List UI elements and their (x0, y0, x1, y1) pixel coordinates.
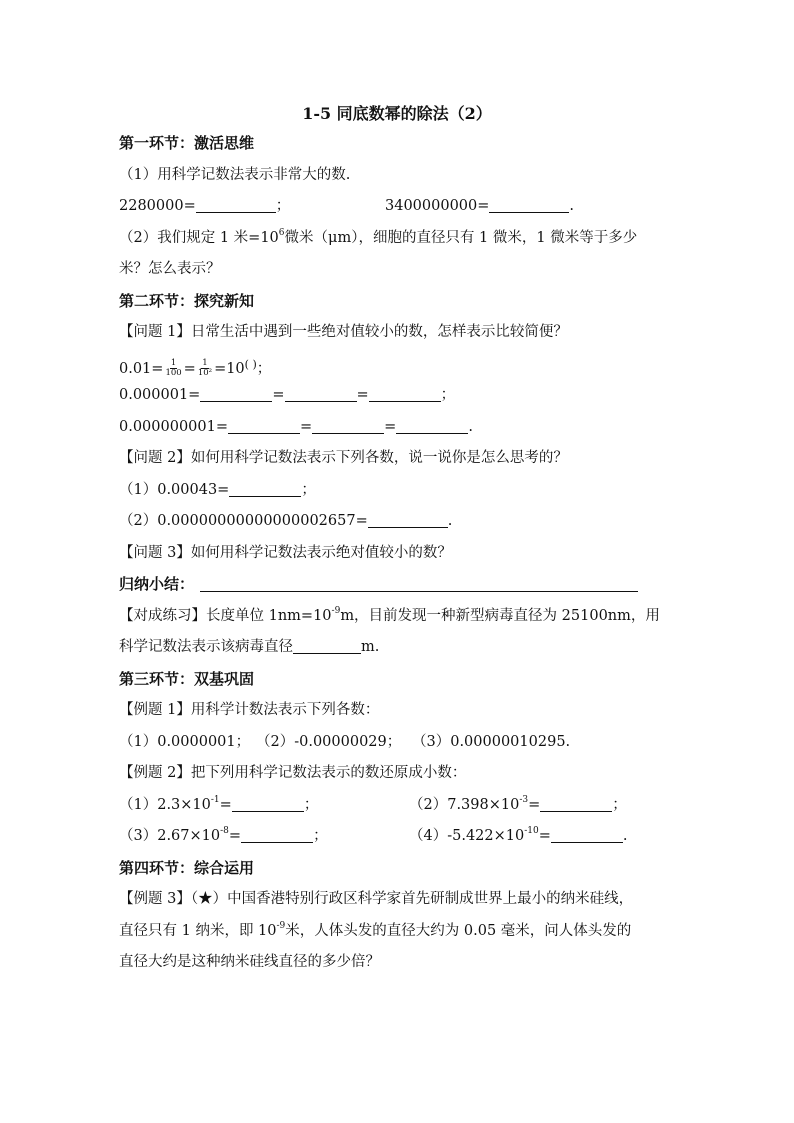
p2-2-text: （2）0.00000000000000002657= (119, 513, 368, 529)
practice-line-2 (119, 632, 679, 664)
summary-label: 归纳小结： (119, 575, 195, 593)
example-3-line-2 (119, 916, 679, 948)
practice-text-c: 科学记数法表示该病毒直径 (119, 639, 293, 655)
ex3-text-b: 米，人体头发的直径大约为 0.05 毫米，问人体头发的 (285, 922, 632, 939)
eq1-power: =10 (214, 360, 245, 377)
exponent-blank[interactable]: ( ) (244, 357, 257, 371)
practice-text-a: 【对成练习】长度单位 1nm=10 (119, 607, 332, 624)
eq3-equals: = (300, 418, 313, 435)
q2-exponent: 6 (278, 227, 285, 238)
fraction-1 (164, 359, 182, 378)
answer-blank[interactable] (241, 825, 313, 843)
question-1: （1）用科学记数法表示非常大的数. (119, 166, 351, 183)
ex2-4-end: . (622, 828, 628, 844)
ex2-2-end: ； (612, 796, 627, 813)
eq3-equals: = (384, 418, 397, 435)
eq3-end: . (468, 418, 473, 435)
q1a-left-text: 2280000= (119, 198, 196, 214)
q1a-right-group (385, 191, 574, 223)
ex2-1-exponent: -1 (210, 794, 220, 805)
worksheet (119, 100, 679, 979)
ex1-item-2: （2）-0.00000029； (256, 733, 402, 750)
practice-end: m. (361, 639, 380, 655)
answer-blank[interactable] (285, 384, 357, 402)
answer-blank[interactable] (368, 510, 448, 528)
eq1-text: 0.01= (119, 360, 164, 377)
answer-blank[interactable] (540, 794, 612, 812)
q1a-right-text: 3400000000= (385, 198, 490, 214)
summary-answer-line[interactable] (200, 575, 638, 592)
answer-blank[interactable] (196, 195, 276, 213)
ex2-3-exponent: -8 (220, 826, 229, 836)
answer-blank[interactable] (369, 384, 441, 402)
answer-blank[interactable] (228, 416, 300, 434)
example-2-row-2 (119, 821, 679, 853)
ex2-1-end: ； (303, 796, 319, 813)
problem-2: 【问题 2】如何用科学记数法表示下列各数，说一说你是怎么思考的？ (119, 450, 568, 466)
practice-line-1 (119, 601, 679, 633)
ex2-2-group (409, 790, 627, 822)
p2-2-end: . (447, 513, 453, 529)
section-3-heading: 第三环节：双基巩固 (119, 669, 255, 688)
example-3-line-1: 【例题 3】（★）中国香港特别行政区科学家首先研制成世界上最小的纳米硅线， (119, 891, 634, 907)
example-2: 【例题 2】把下列用科学记数法表示的数还原成小数： (119, 765, 467, 781)
example-2-row-1 (119, 790, 679, 822)
q2-text-a: （2）我们规定 1 米=10 (119, 229, 279, 246)
question-2-line-2: 米？怎么表示？ (119, 261, 221, 277)
eq1-end: ； (256, 360, 272, 377)
equation-2 (119, 380, 679, 412)
problem-2-item-2 (119, 506, 679, 538)
section-2-heading: 第二环节：探究新知 (119, 291, 255, 310)
answer-blank[interactable] (293, 636, 361, 654)
answer-blank[interactable] (551, 825, 623, 843)
answer-blank[interactable] (232, 794, 304, 812)
eq1-equals: = (183, 360, 196, 377)
eq2-equals: = (272, 387, 285, 403)
ex2-4-group (409, 821, 628, 853)
ex1-item-3: （3）0.00000010295. (412, 733, 571, 750)
ex2-2-equals: = (528, 796, 541, 813)
page-title: 1-5 同底数幂的除法（2） (302, 104, 492, 123)
problem-3: 【问题 3】如何用科学记数法表示绝对值较小的数？ (119, 544, 452, 561)
section-1-heading: 第一环节：激活思维 (119, 134, 255, 152)
answer-blank[interactable] (396, 416, 468, 434)
practice-exponent: -9 (331, 605, 341, 616)
equation-1 (119, 349, 679, 381)
ex2-3-text: （3）2.67×10 (119, 828, 221, 844)
ex2-4-exponent: -10 (524, 826, 539, 836)
ex2-4-equals: = (538, 828, 551, 844)
ex2-3-equals: = (228, 828, 242, 844)
answer-blank[interactable] (229, 479, 301, 497)
section-4-heading: 第四环节：综合运用 (119, 858, 255, 877)
answer-blank[interactable] (200, 384, 272, 402)
summary (119, 569, 679, 601)
ex1-item-1: （1）0.0000001； (119, 733, 251, 750)
fraction-2 (197, 359, 213, 378)
q1a-end: . (569, 198, 575, 214)
ex3-exponent: -9 (276, 920, 286, 931)
ex2-2-exponent: -3 (519, 794, 529, 805)
answer-blank[interactable] (489, 195, 569, 213)
example-1: 【例题 1】用科学计数法表示下列各数： (119, 702, 380, 718)
q2-text-b: 微米（μm），细胞的直径只有 1 微米，1 微米等于多少 (284, 229, 638, 246)
fraction-numerator: 1 (170, 358, 177, 368)
example-3-line-3: 直径大约是这种纳米硅线直径的多少倍？ (119, 954, 380, 970)
ex2-4-text: （4）-5.422×10 (409, 828, 525, 844)
equation-3 (119, 412, 679, 444)
ex2-2-text: （2）7.398×10 (409, 796, 520, 813)
problem-2-item-1 (119, 475, 679, 507)
ex2-1-equals: = (219, 796, 232, 813)
eq3-text: 0.000000001= (119, 418, 229, 435)
example-1-items (119, 727, 679, 759)
ex2-3-end: ； (313, 828, 328, 844)
fraction-denominator: 10² (197, 368, 213, 378)
q1a-sep: ； (275, 198, 291, 214)
p2-1-text: （1）0.00043= (119, 481, 230, 498)
ex3-text-a: 直径只有 1 纳米，即 10 (119, 922, 277, 939)
eq2-equals: = (356, 387, 369, 403)
ex2-1-text: （1）2.3×10 (119, 796, 211, 813)
question-2-line-1 (119, 223, 679, 255)
eq2-text: 0.000001= (119, 387, 201, 403)
fraction-denominator: 100 (165, 368, 182, 378)
practice-text-b: m，目前发现一种新型病毒直径为 25100nm，用 (340, 607, 660, 624)
fraction-numerator: 1 (202, 358, 208, 368)
eq2-end: ； (440, 387, 456, 403)
answer-blank[interactable] (312, 416, 384, 434)
question-1-blanks (119, 191, 679, 223)
p2-1-end: ； (301, 481, 316, 498)
problem-1: 【问题 1】日常生活中遇到一些绝对值较小的数，怎样表示比较简便？ (119, 324, 568, 340)
